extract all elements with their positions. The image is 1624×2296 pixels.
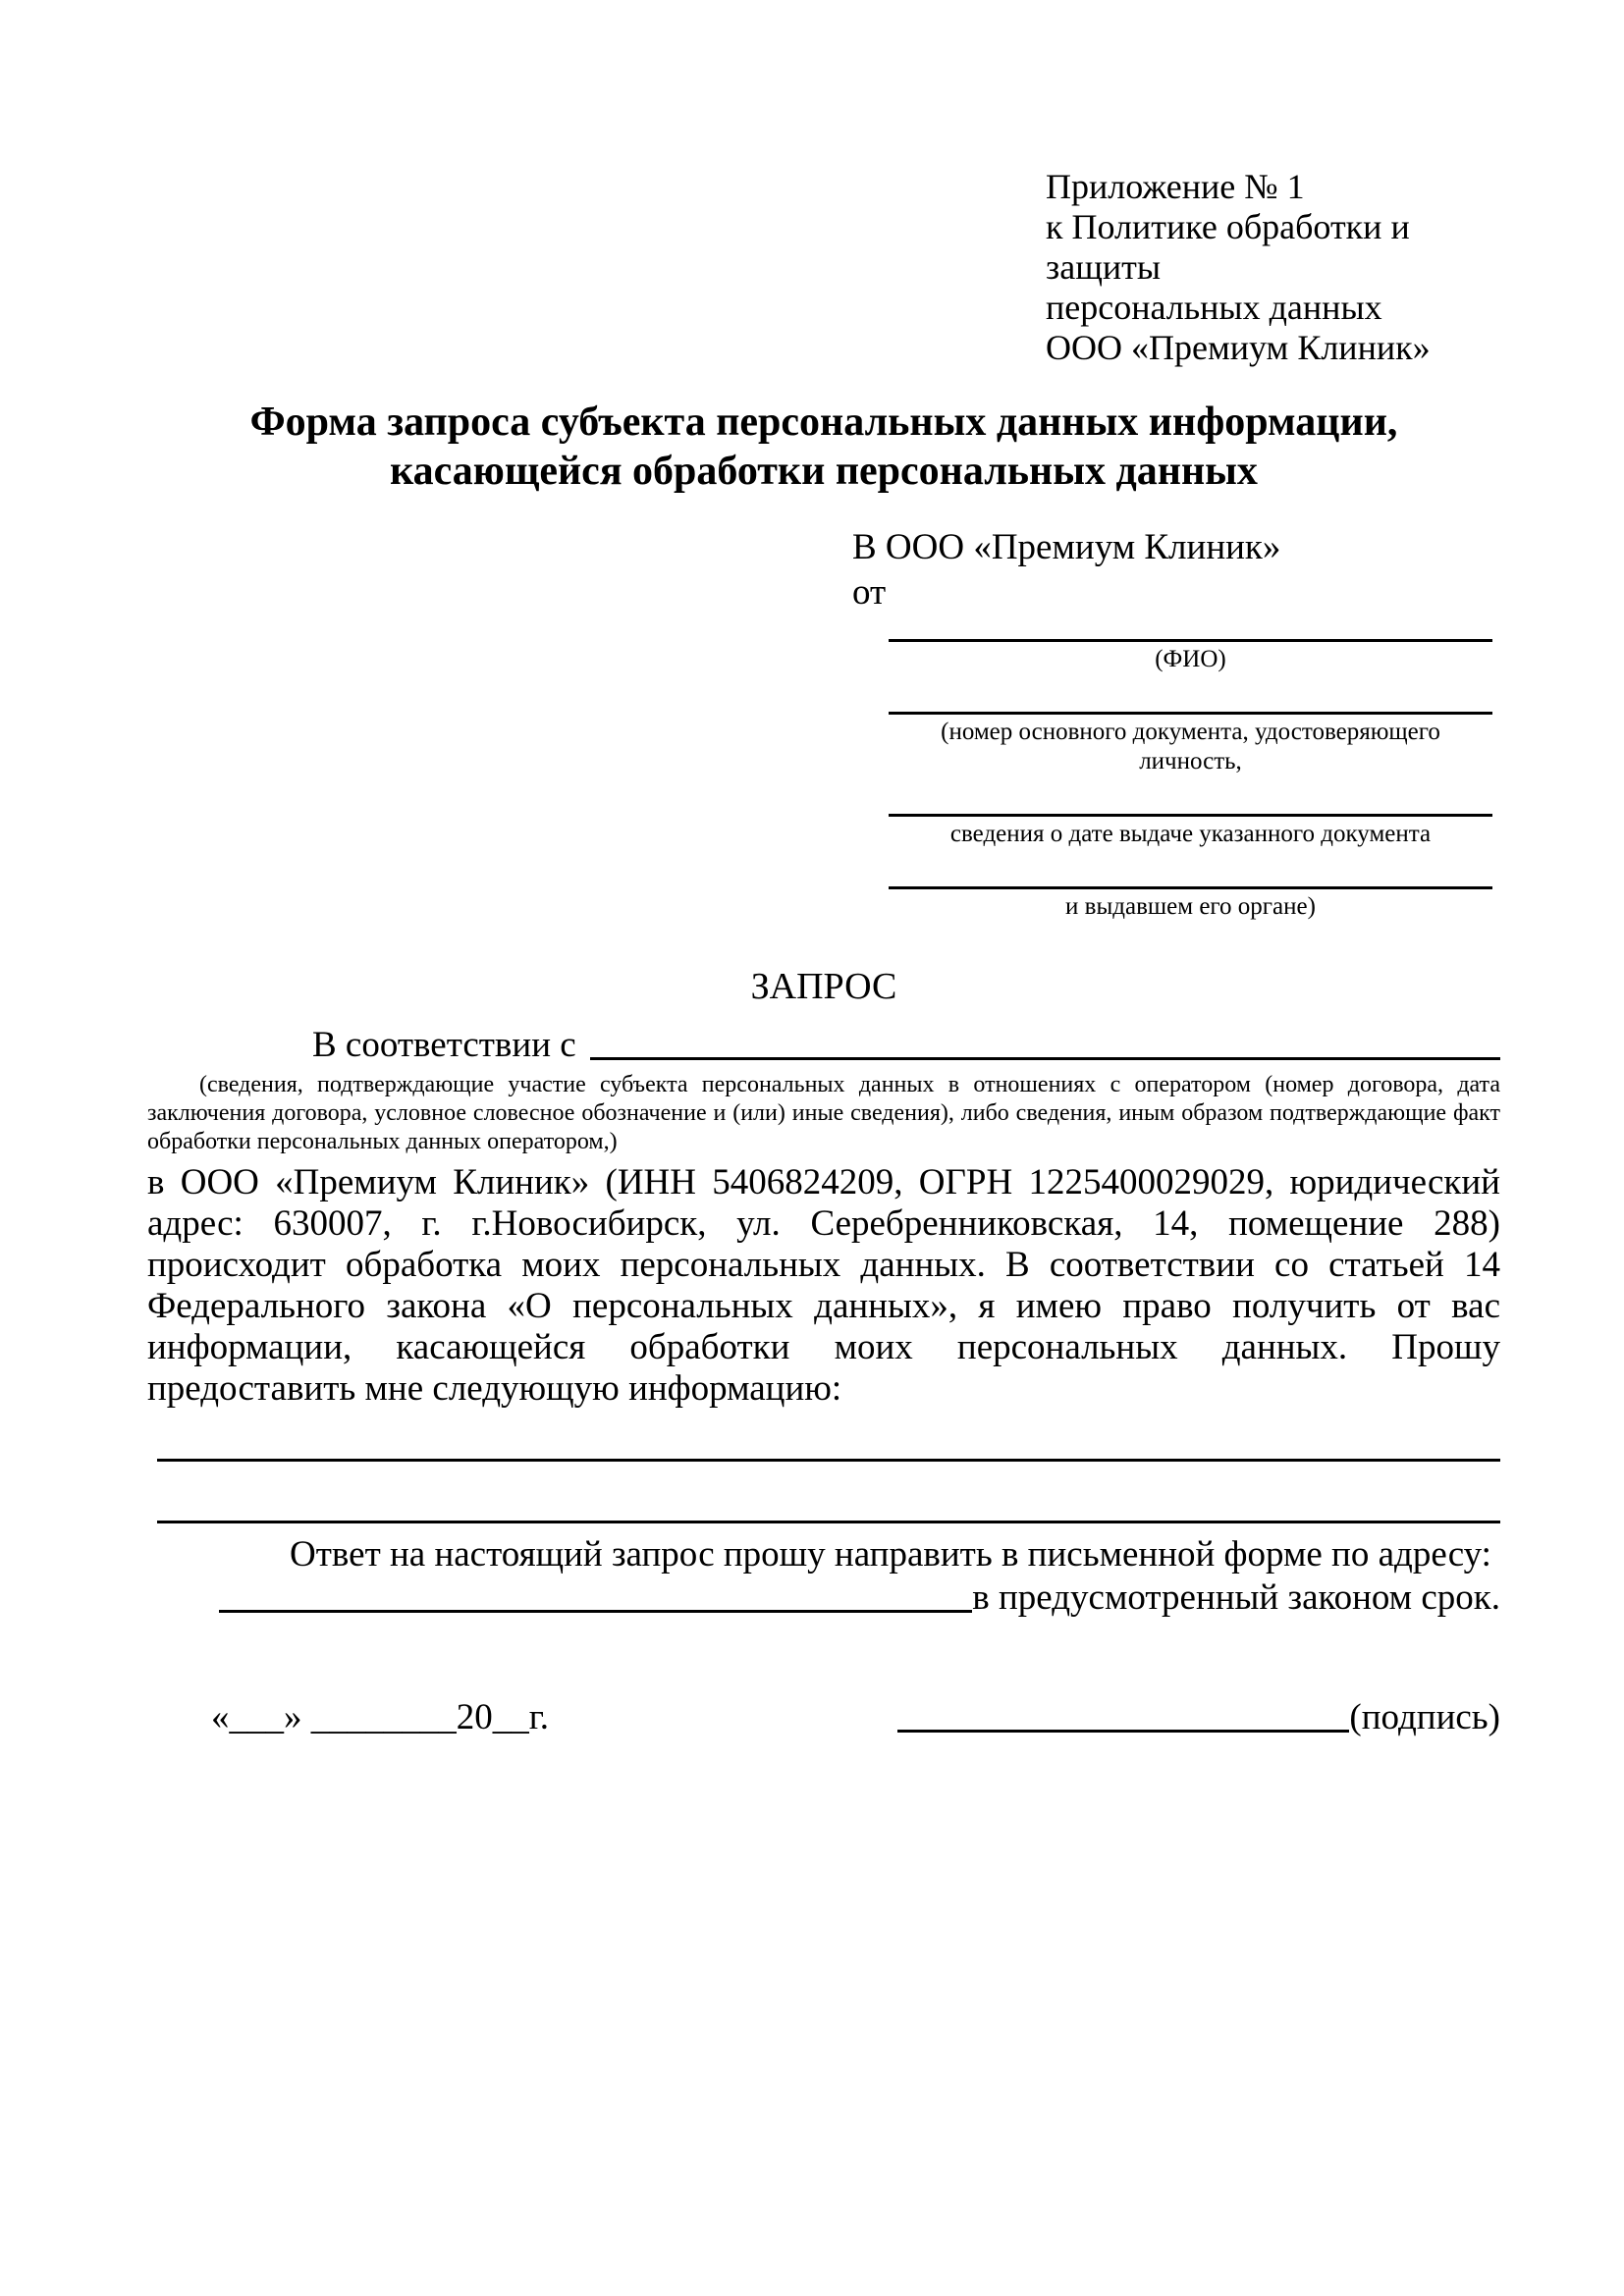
- issuing-authority-field: [889, 886, 1492, 922]
- info-blank-line-1: [157, 1459, 1500, 1462]
- fio-caption: (ФИО): [1155, 646, 1226, 672]
- addressee-block: [852, 525, 1500, 922]
- appendix-line: персональных данных: [1046, 288, 1382, 327]
- appendix-note: [1046, 167, 1500, 368]
- form-title-line-2: касающейся обработки персональных данных: [390, 449, 1258, 494]
- appendix-line: к Политике обработки и защиты: [1046, 207, 1410, 287]
- doc-number-field: [889, 712, 1492, 776]
- fio-blank-line: [889, 639, 1492, 642]
- accordance-row: [147, 1024, 1500, 1067]
- info-blank-line-2: [157, 1521, 1500, 1523]
- date-blank: «___» ________20__г.: [211, 1697, 550, 1737]
- fine-print-note: (сведения, подтверждающие участие субъекта персональных данных в отношениях с оператором (номер договора, дата заключения договора, условное словесное обозначение и (или) иные сведения), либо сведения, иным образом подтверждающие факт обработки персональных данных оператором,): [147, 1072, 1500, 1154]
- signature-group: [897, 1696, 1500, 1739]
- doc-number-blank-line: [889, 712, 1492, 715]
- appendix-line: ООО «Премиум Клиник»: [1046, 328, 1431, 367]
- fio-field: [889, 639, 1492, 674]
- response-address-row: [147, 1576, 1500, 1620]
- signature-blank-line: [897, 1730, 1349, 1733]
- form-title-line-1: Форма запроса субъекта персональных данных информации,: [249, 400, 1398, 445]
- request-heading: ЗАПРОС: [750, 966, 897, 1007]
- addressee-org: В ООО «Премиум Клиник»: [852, 527, 1281, 567]
- issue-date-field: [889, 814, 1492, 849]
- appendix-line: Приложение № 1: [1046, 167, 1305, 206]
- issuing-authority-blank-line: [889, 886, 1492, 889]
- issue-date-caption: сведения о дате выдаче указанного документа: [949, 821, 1432, 847]
- doc-number-caption: (номер основного документа, удостоверяющего личность,: [941, 719, 1440, 774]
- accordance-label: В соответствии с: [312, 1025, 576, 1065]
- form-title: [147, 398, 1500, 496]
- addressee-from-label: от: [852, 572, 887, 613]
- response-paragraph: Ответ на настоящий запрос прошу направить в письменной форме по адресу:: [290, 1534, 1491, 1575]
- accordance-blank-line: [590, 1057, 1500, 1060]
- signature-caption: (подпись): [1349, 1697, 1500, 1737]
- request-body-paragraph: в ООО «Премиум Клиник» (ИНН 5406824209, ОГРН 1225400029029, юридический адрес: 630007, г. г.Новосибирск, ул. Серебренниковская, 14, помещение 288) происходит обработка моих персональных данных. В соответствии со статьей 14 Федерального закона «О персональных данных», я имею право получить от вас информации, касающейся обработки моих персональных данных. Прошу предоставить мне следующую информацию:: [147, 1162, 1500, 1409]
- response-address-blank-line: [219, 1610, 972, 1613]
- issue-date-blank-line: [889, 814, 1492, 817]
- date-signature-row: [147, 1696, 1500, 1739]
- response-tail-text: в предусмотренный законом срок.: [972, 1577, 1500, 1618]
- issuing-authority-caption: и выдавшем его органе): [1065, 893, 1316, 920]
